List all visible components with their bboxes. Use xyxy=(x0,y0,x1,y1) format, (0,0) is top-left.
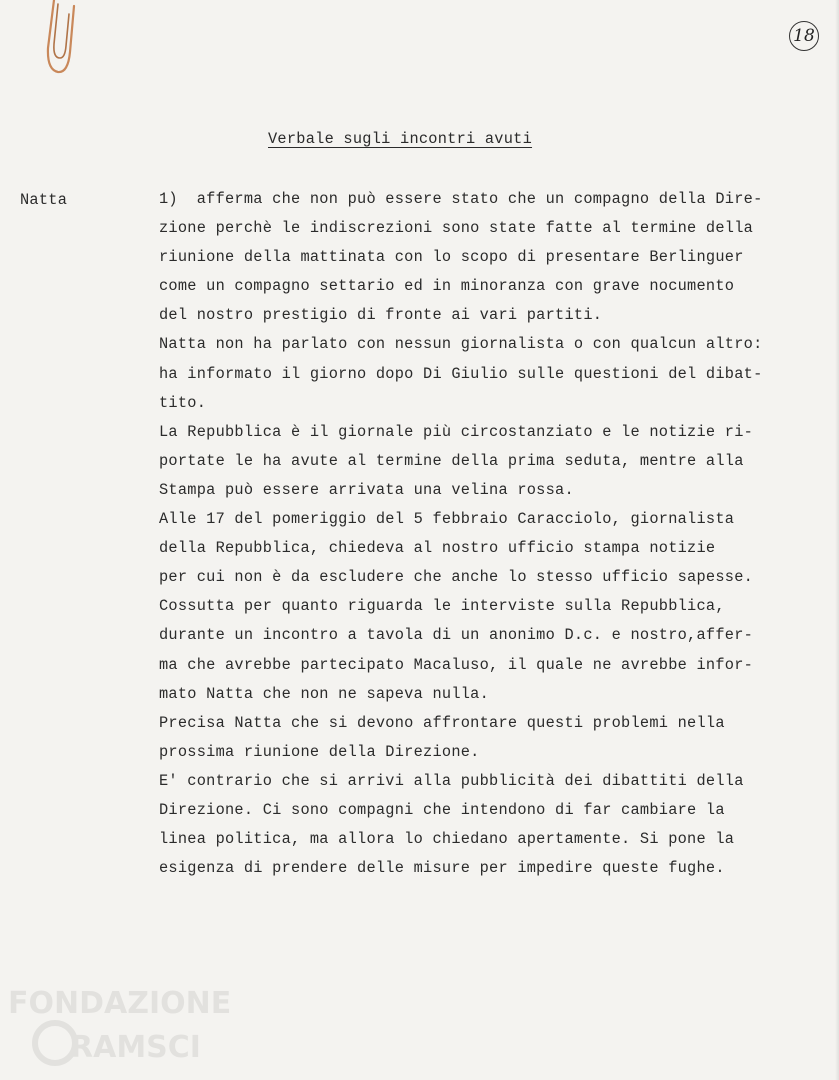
text-line: Stampa può essere arrivata una velina rossa. xyxy=(159,480,574,499)
text-line: riunione della mattinata con lo scopo di presentare Berlinguer xyxy=(159,248,744,267)
text-line: per cui non è da escludere che anche lo stesso ufficio sapesse. xyxy=(159,568,754,587)
text-line: Precisa Natta che si devono affrontare questi problemi nella xyxy=(159,713,725,732)
text-line: della Repubblica, chiedeva al nostro ufficio stampa notizie xyxy=(159,539,716,558)
paperclip-icon xyxy=(40,0,100,80)
text-line: Alle 17 del pomeriggio del 5 febbraio Caracciolo, giornalista xyxy=(159,510,735,529)
text-line: mato Natta che non ne sapeva nulla. xyxy=(159,684,490,703)
text-line: zione perchè le indiscrezioni sono state fatte al termine della xyxy=(159,219,754,238)
text-line: come un compagno settario ed in minoranza con grave nocumento xyxy=(159,277,735,296)
text-line: Direzione. Ci sono compagni che intendono di far cambiare la xyxy=(159,800,725,819)
text-line: 1) afferma che non può essere stato che un compagno della Dire- xyxy=(159,190,763,208)
text-line: La Repubblica è il giornale più circostanziato e le notizie ri- xyxy=(159,422,754,441)
page-edge xyxy=(835,0,839,1080)
text-line: ha informato il giorno dopo Di Giulio sulle questioni del dibat- xyxy=(159,364,763,383)
text-line: del nostro prestigio di fronte ai vari partiti. xyxy=(159,306,603,325)
minutes-body xyxy=(159,185,819,883)
speaker-name: Natta xyxy=(20,191,68,209)
svg-text:RAMSCI: RAMSCI xyxy=(70,1030,201,1065)
text-line: portate le ha avute al termine della prima seduta, mentre alla xyxy=(159,451,744,470)
fondazione-gramsci-watermark xyxy=(0,975,240,1075)
text-line: E' contrario che si arrivi alla pubblicità dei dibattiti della xyxy=(159,771,744,790)
text-line: prossima riunione della Direzione. xyxy=(159,742,480,761)
text-line: ma che avrebbe partecipato Macaluso, il quale ne avrebbe infor- xyxy=(159,655,754,674)
text-line: Cossutta per quanto riguarda le interviste sulla Repubblica, xyxy=(159,597,725,616)
text-line: esigenza di prendere delle misure per impedire queste fughe. xyxy=(159,859,725,878)
page-number-circled: 18 xyxy=(789,21,819,51)
text-line: durante un incontro a tavola di un anonimo D.c. e nostro,affer- xyxy=(159,626,754,645)
text-line: linea politica, ma allora lo chiedano apertamente. Si pone la xyxy=(159,830,735,849)
document-title: Verbale sugli incontri avuti xyxy=(268,130,533,148)
text-line: tito. xyxy=(159,393,207,412)
svg-text:FONDAZIONE: FONDAZIONE xyxy=(8,986,232,1021)
text-line: Natta non ha parlato con nessun giornalista o con qualcun altro: xyxy=(159,335,763,354)
